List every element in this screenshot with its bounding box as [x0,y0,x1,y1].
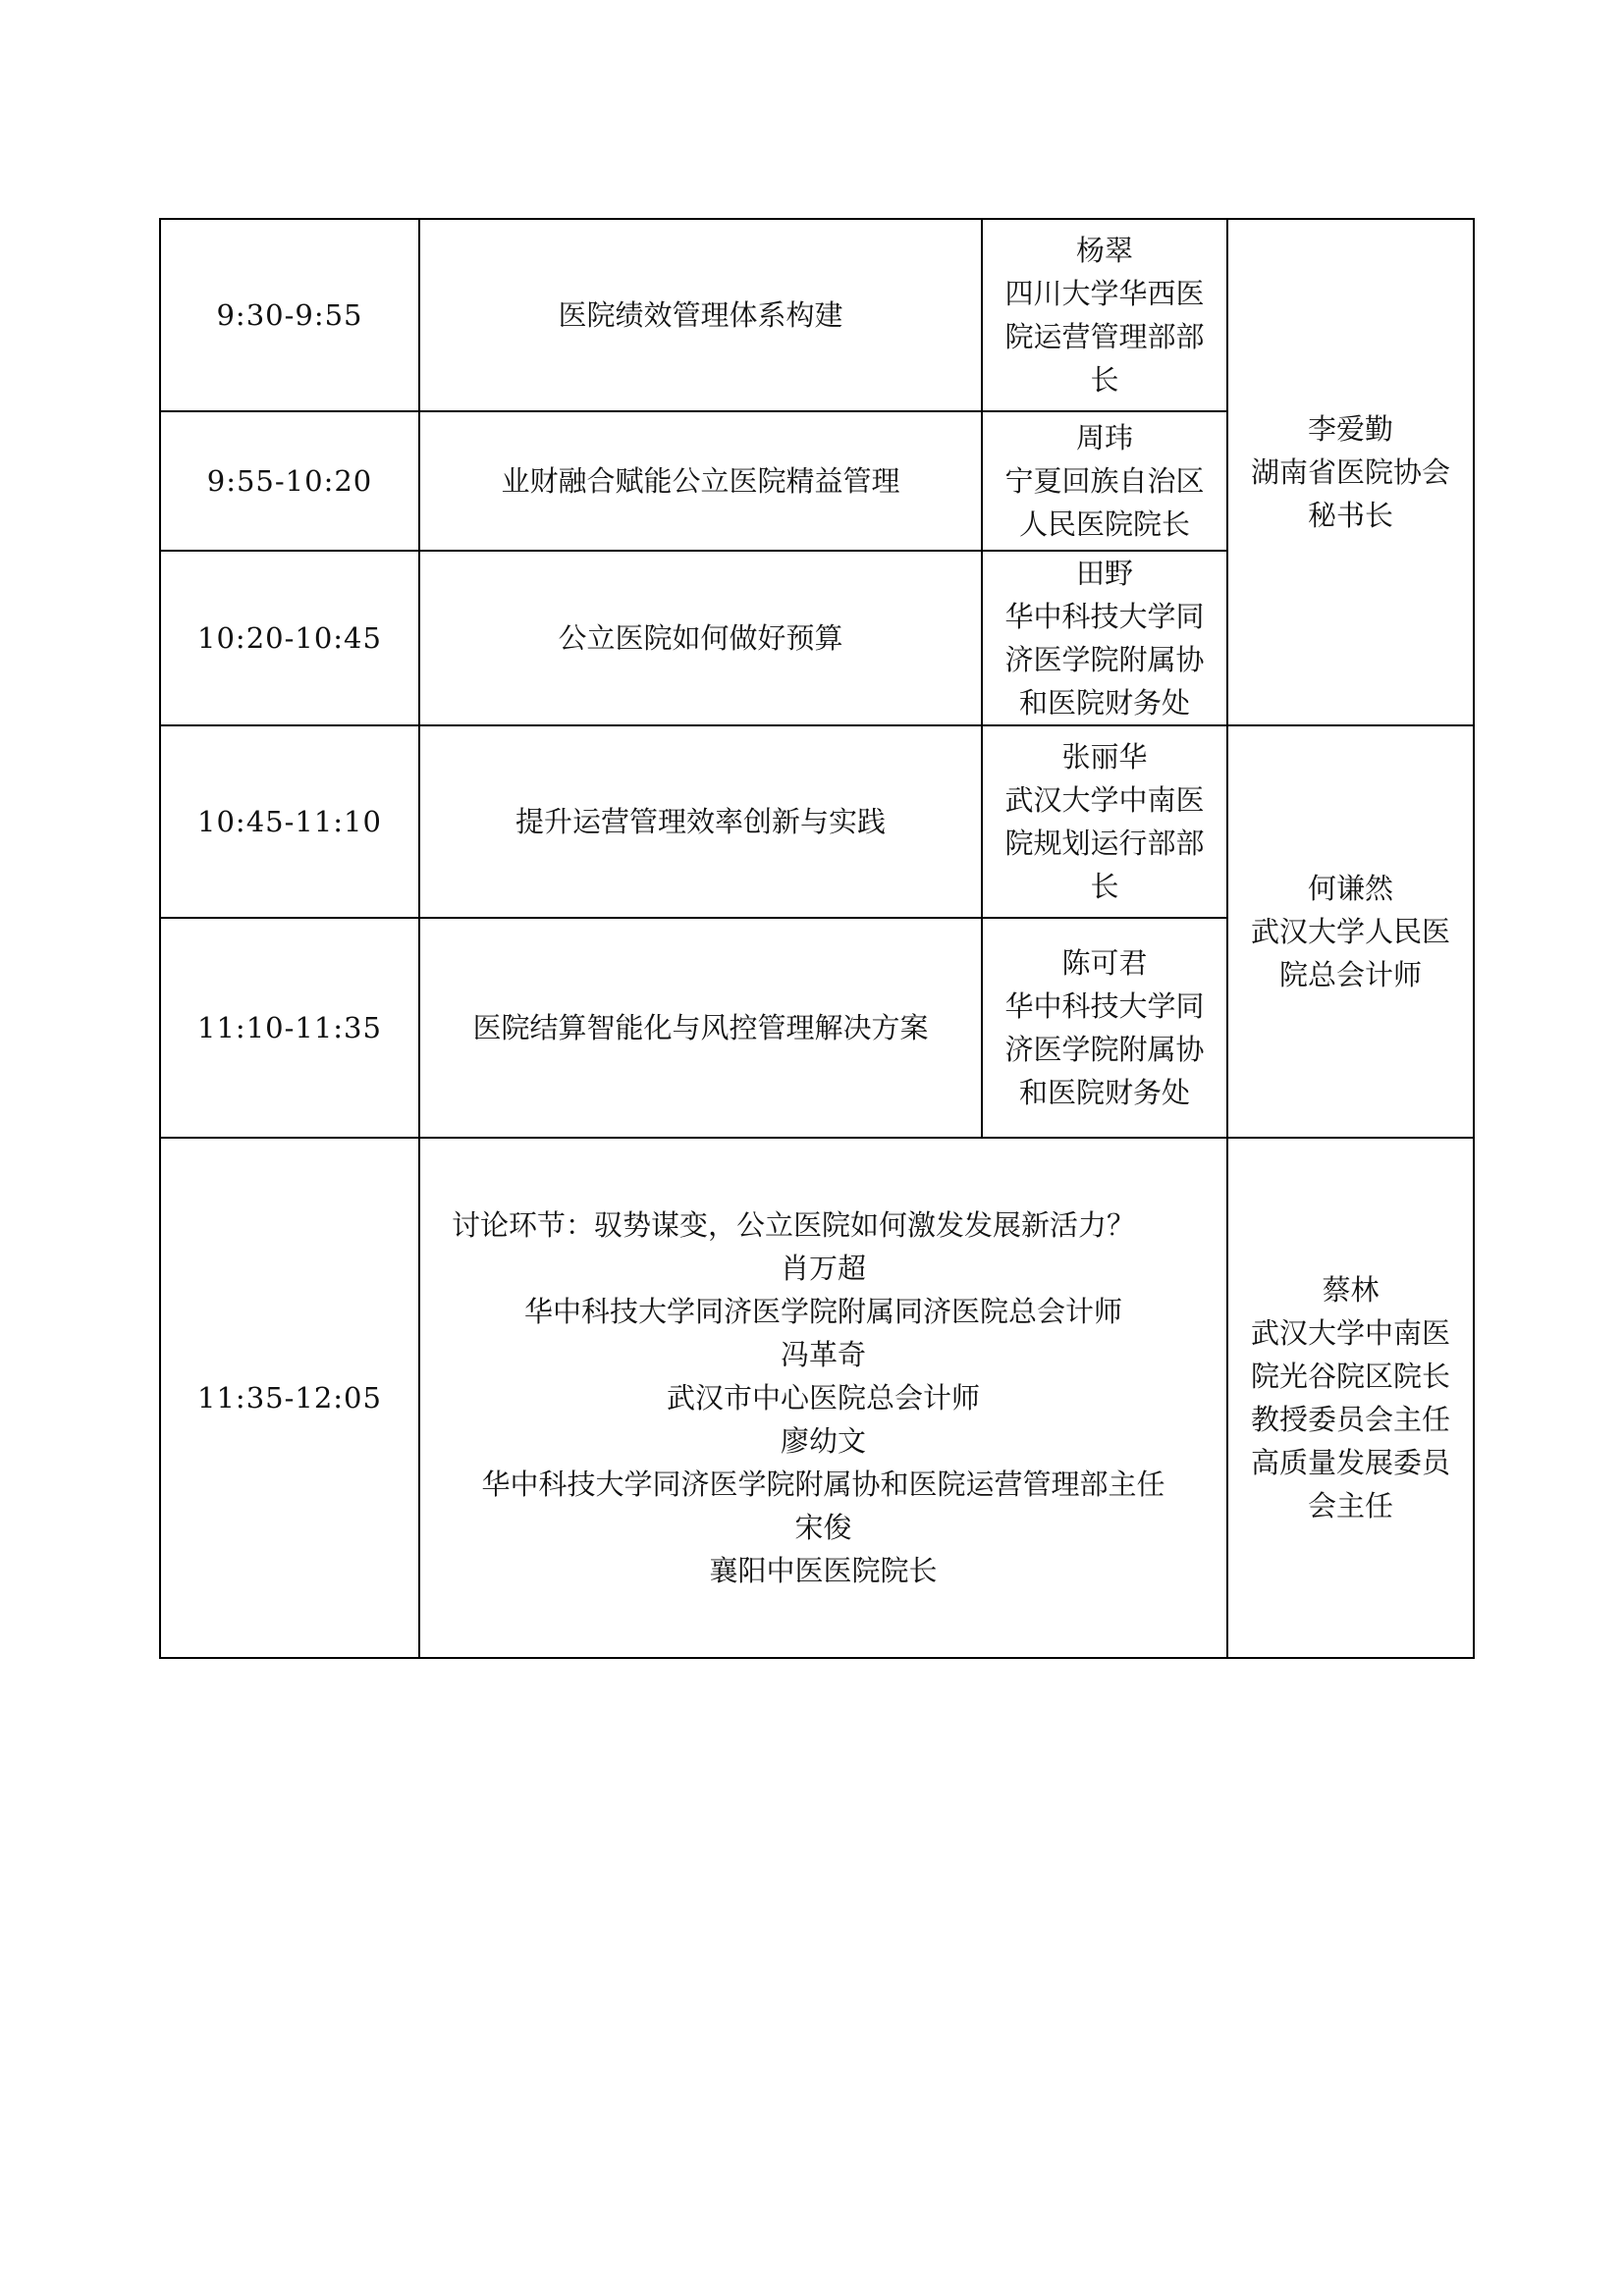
host-title-line: 高质量发展委员 [1250,1446,1450,1479]
session-topic: 公立医院如何做好预算 [419,551,982,725]
session-row [160,219,1474,411]
discussion-time: 11:35-12:05 [160,1138,419,1658]
speaker-title-line: 四川大学华西医 [1004,277,1205,310]
host-title-line: 院光谷院区院长 [1250,1360,1450,1393]
session-time: 10:45-11:10 [160,725,419,918]
session-topic: 医院结算智能化与风控管理解决方案 [419,918,982,1138]
discussion-title: 讨论环节：驭势谋变，公立医院如何激发发展新活力？ [452,1208,1136,1242]
panelist-title: 华中科技大学同济医学院附属协和医院运营管理部主任 [481,1468,1165,1501]
panelist-title: 华中科技大学同济医学院附属同济医院总会计师 [523,1295,1122,1328]
speaker-title-line: 和医院财务处 [1018,1076,1190,1109]
session-speaker [982,725,1227,918]
panelist-name: 廖幼文 [780,1424,866,1458]
session-row [160,725,1474,918]
session-topic: 提升运营管理效率创新与实践 [419,725,982,918]
host-title-line: 会主任 [1307,1489,1393,1522]
speaker-name: 张丽华 [1061,740,1148,774]
speaker-name: 周玮 [1075,421,1133,454]
speaker-title-line: 和医院财务处 [1018,686,1190,720]
session-speaker [982,551,1227,725]
host-name: 蔡林 [1322,1273,1380,1307]
session-topic: 业财融合赋能公立医院精益管理 [419,411,982,551]
session-time: 9:55-10:20 [160,411,419,551]
session-host [1227,725,1474,1138]
speaker-title-line: 华中科技大学同 [1004,600,1205,633]
session-host [1227,1138,1474,1658]
session-host [1227,219,1474,725]
speaker-title-line: 院运营管理部部 [1004,320,1205,353]
session-speaker [982,918,1227,1138]
speaker-title-line: 济医学院附属协 [1004,1033,1205,1066]
speaker-title-line: 华中科技大学同 [1004,989,1205,1023]
session-time: 9:30-9:55 [160,219,419,411]
session-time: 11:10-11:35 [160,918,419,1138]
speaker-title-line: 武汉大学中南医 [1004,783,1205,817]
panelist-name: 宋俊 [794,1511,852,1544]
speaker-name: 陈可君 [1061,946,1148,980]
host-name: 何谦然 [1307,872,1393,905]
panelist-name: 冯革奇 [780,1338,866,1371]
panelist-title: 襄阳中医医院院长 [709,1554,938,1587]
speaker-title-line: 济医学院附属协 [1004,643,1205,676]
host-title-line: 教授委员会主任 [1250,1403,1450,1436]
session-speaker [982,219,1227,411]
panelist-name: 肖万超 [780,1252,866,1285]
speaker-name: 杨翠 [1075,234,1133,267]
panelist-title: 武汉市中心医院总会计师 [666,1381,980,1415]
speaker-title-line: 院规划运行部部 [1004,827,1205,860]
host-title-line: 秘书长 [1307,499,1393,532]
discussion-content [419,1138,1227,1658]
host-name: 李爱勤 [1307,412,1393,446]
host-title-line: 院总会计师 [1278,958,1422,991]
host-title-line: 武汉大学人民医 [1250,915,1450,948]
session-speaker [982,411,1227,551]
session-topic: 医院绩效管理体系构建 [419,219,982,411]
speaker-title-line: 长 [1090,363,1119,397]
session-time: 10:20-10:45 [160,551,419,725]
speaker-title-line: 人民医院院长 [1018,507,1190,541]
discussion-row [160,1138,1474,1658]
speaker-name: 田野 [1075,557,1133,590]
host-title-line: 武汉大学中南医 [1250,1316,1450,1350]
speaker-title-line: 长 [1090,870,1119,903]
host-title-line: 湖南省医院协会 [1250,455,1450,489]
schedule-table [159,218,1475,1659]
speaker-title-line: 宁夏回族自治区 [1004,464,1205,498]
